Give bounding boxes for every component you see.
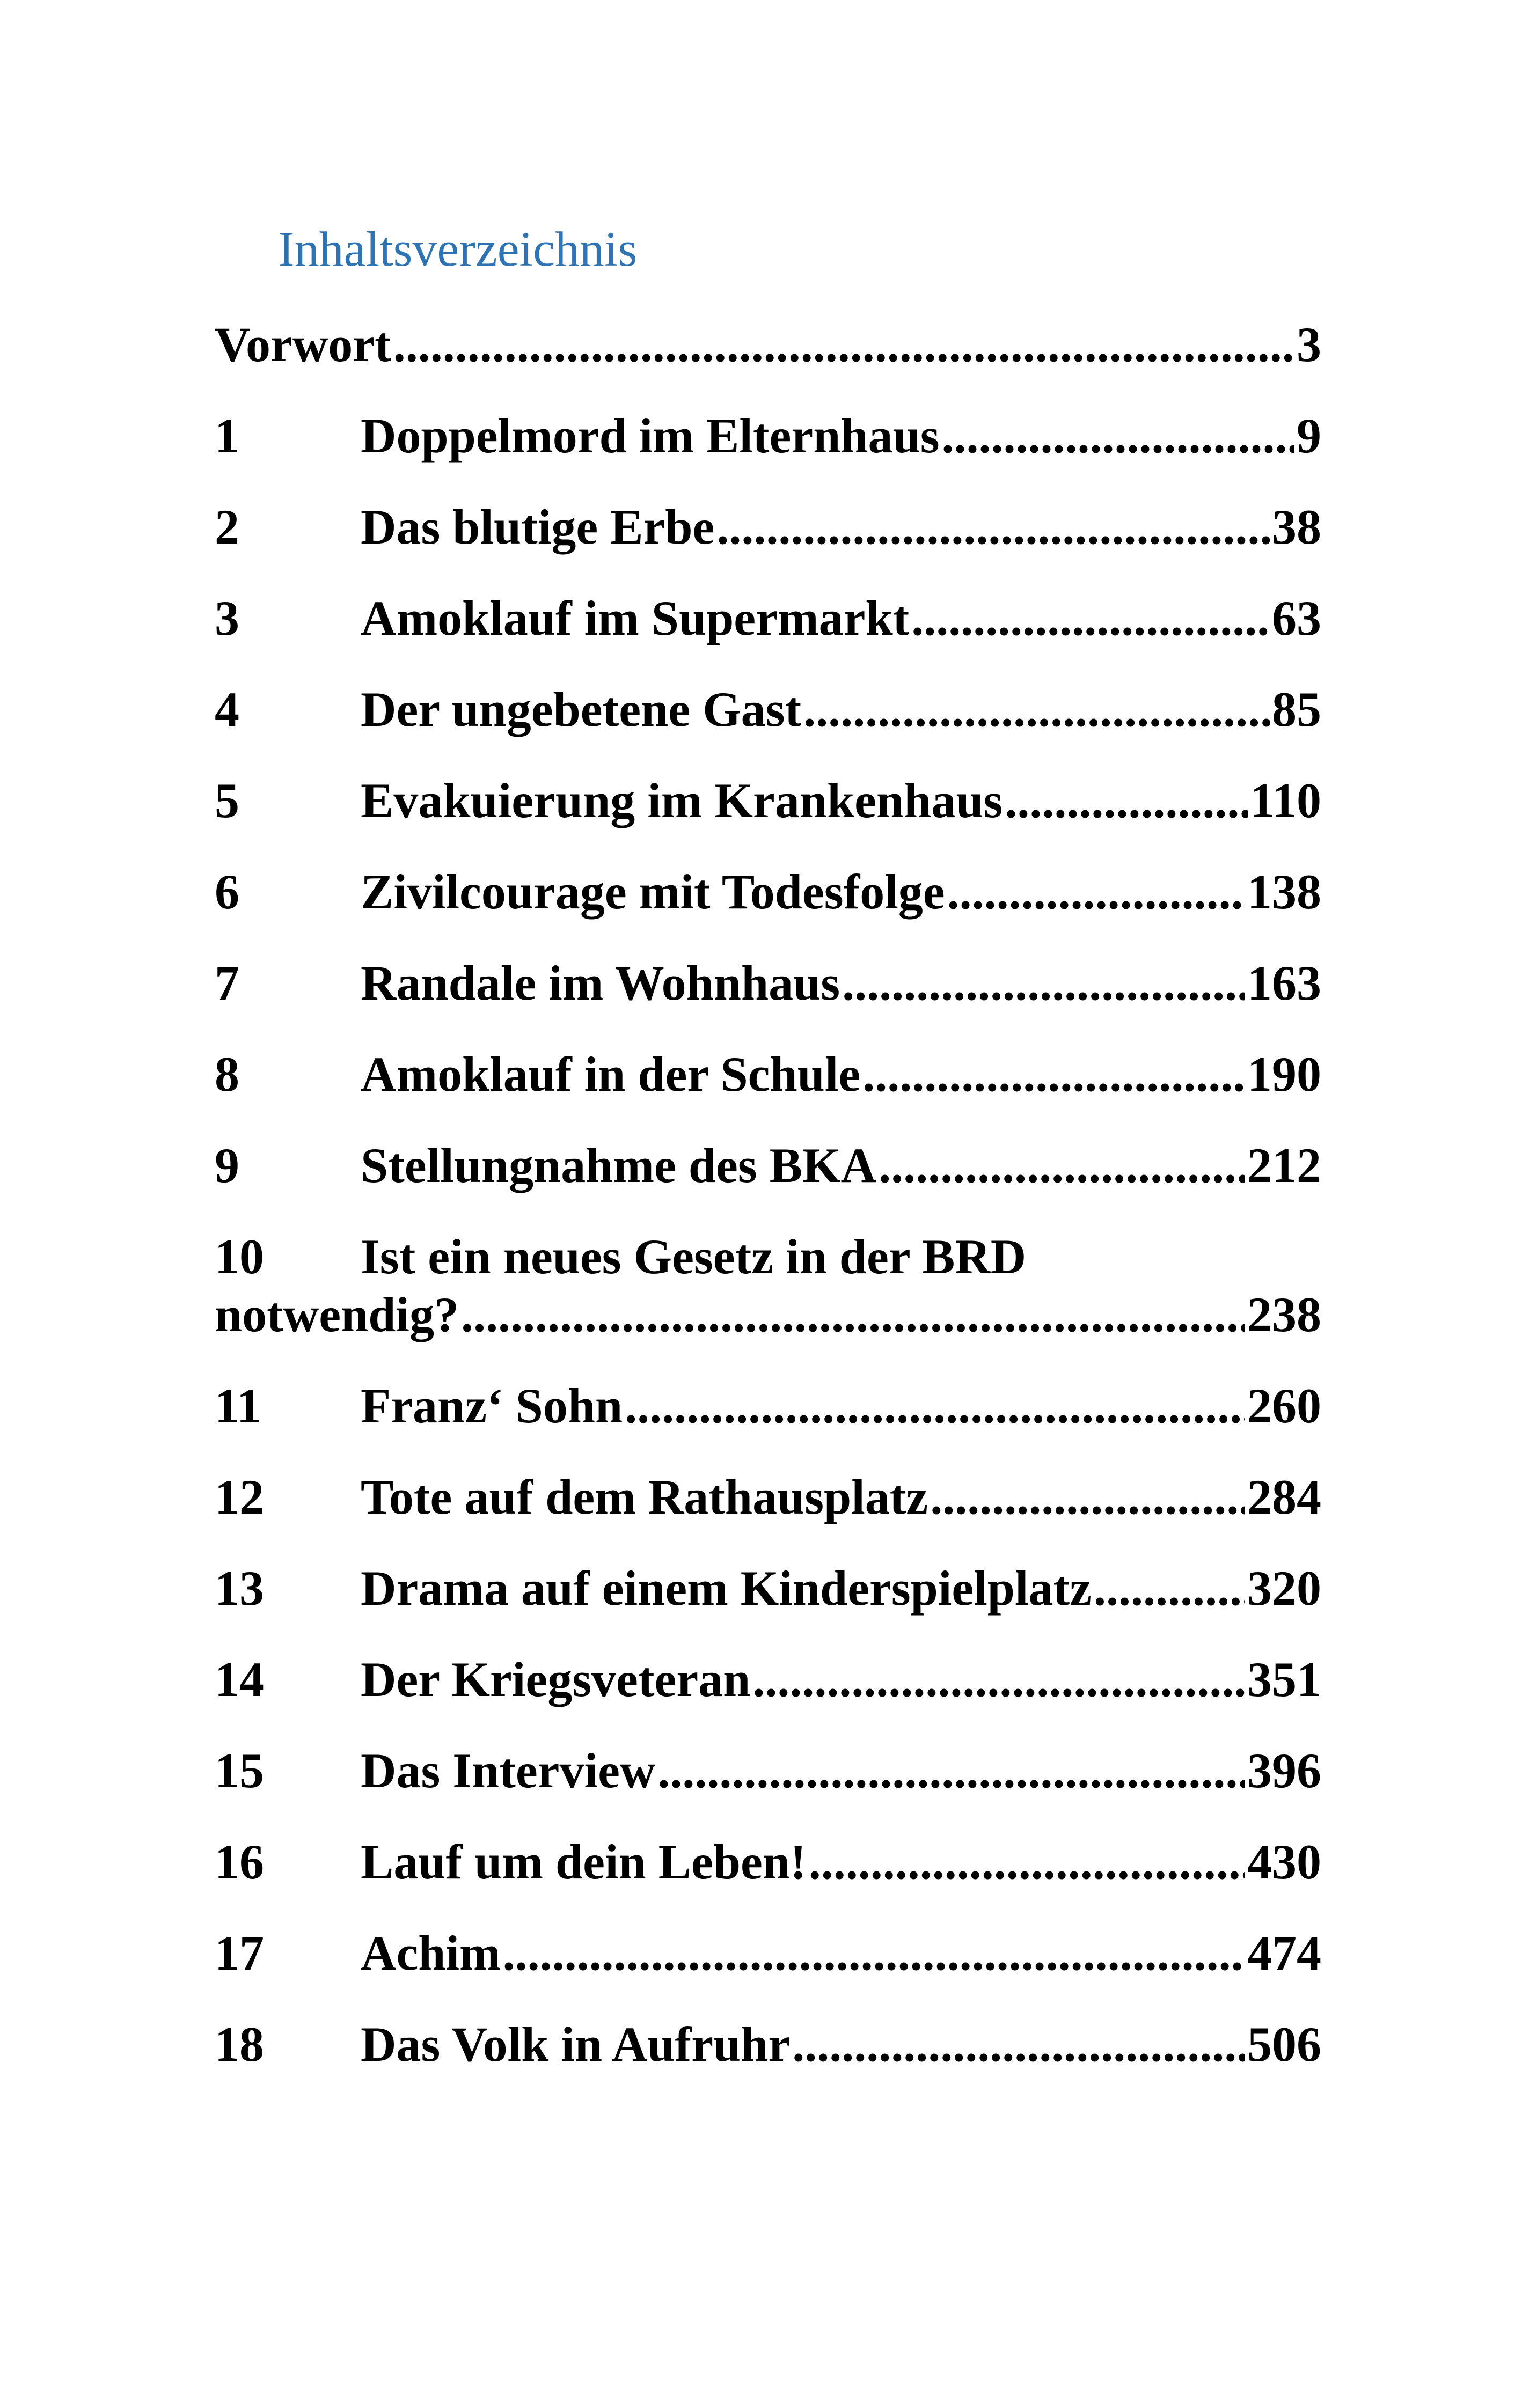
toc-heading: Inhaltsverzeichnis [278, 222, 638, 276]
toc-entry-number: 16 [215, 1834, 264, 1889]
toc-entry-page: 430 [1247, 1834, 1321, 1889]
toc-entry-number: 13 [215, 1561, 264, 1616]
toc-entry[interactable] [215, 502, 1321, 593]
toc-entry-title: Tote auf dem Rathausplatz [361, 1470, 928, 1524]
toc-dot-leader [842, 958, 1245, 1008]
toc-entry-page: 163 [1247, 956, 1321, 1010]
toc-entry[interactable] [215, 1472, 1321, 1563]
toc-entry-page: 320 [1247, 1561, 1321, 1616]
toc-entry-title: Achim [361, 1926, 501, 1980]
toc-entry-number: 3 [215, 591, 239, 645]
toc-entry-page: 85 [1272, 682, 1321, 737]
toc-entry-wrapped-first-line[interactable] [215, 1229, 1321, 1290]
toc-entry-number: 14 [215, 1652, 264, 1707]
toc-entry-page: 396 [1247, 1743, 1321, 1798]
toc-entry-number: 2 [215, 500, 239, 554]
toc-dot-leader [862, 1049, 1245, 1099]
toc-entry-title: Lauf um dein Leben! [361, 1834, 807, 1889]
toc-entry-title-continuation: notwendig? [215, 1287, 459, 1342]
toc-entry[interactable] [215, 1378, 1321, 1472]
toc-entry-number: 8 [215, 1047, 239, 1102]
toc-dot-leader [809, 1837, 1245, 1886]
toc-list [215, 317, 1321, 2111]
toc-entry[interactable] [215, 864, 1321, 958]
toc-entry-title: Randale im Wohnhaus [361, 956, 840, 1010]
toc-entry-title: Das Volk in Aufruhr [361, 2017, 791, 2072]
toc-entry-title: Amoklauf in der Schule [361, 1047, 861, 1102]
toc-dot-leader [911, 593, 1270, 643]
toc-entry-page: 3 [1297, 317, 1321, 372]
toc-entry-title: Amoklauf im Supermarkt [361, 591, 910, 645]
toc-entry[interactable] [215, 1928, 1321, 2020]
toc-entry-title: Das blutige Erbe [361, 500, 715, 554]
toc-entry-number: 12 [215, 1470, 264, 1524]
toc-entry-title: Stellungnahme des BKA [361, 1138, 877, 1193]
toc-entry-number: 7 [215, 956, 239, 1010]
toc-entry-number: 15 [215, 1743, 264, 1798]
toc-dot-leader [461, 1290, 1245, 1339]
toc-dot-leader [930, 1472, 1245, 1522]
toc-dot-leader [1005, 776, 1248, 825]
toc-entry-page: 238 [1247, 1287, 1321, 1342]
toc-entry[interactable] [215, 2017, 1321, 2111]
toc-dot-leader [803, 685, 1270, 734]
toc-dot-leader [879, 1141, 1245, 1190]
toc-dot-leader [503, 1928, 1245, 1978]
toc-entry-title: Das Interview [361, 1743, 656, 1798]
toc-entry-number: 11 [215, 1378, 261, 1433]
toc-entry-number: 5 [215, 773, 239, 828]
toc-entry-page: 212 [1247, 1138, 1321, 1193]
toc-dot-leader [625, 1381, 1245, 1430]
toc-entry[interactable] [215, 1563, 1321, 1655]
toc-entry[interactable] [215, 958, 1321, 1049]
toc-dot-leader [1094, 1563, 1245, 1613]
toc-entry-foreword[interactable] [215, 317, 1321, 411]
toc-entry-page: 190 [1247, 1047, 1321, 1102]
toc-entry[interactable] [215, 408, 1321, 502]
toc-entry-page: 506 [1247, 2017, 1321, 2072]
toc-entry-title: Franz‘ Sohn [361, 1378, 623, 1433]
toc-entry[interactable] [215, 593, 1321, 685]
toc-entry-number: 17 [215, 1926, 264, 1980]
toc-entry-title: Der ungebetene Gast [361, 682, 802, 737]
toc-dot-leader [942, 411, 1294, 460]
toc-entry-page: 9 [1297, 408, 1321, 463]
toc-entry[interactable] [215, 1049, 1321, 1141]
toc-entry-page: 351 [1247, 1652, 1321, 1707]
toc-entry-page: 138 [1247, 864, 1321, 919]
toc-entry-page: 474 [1247, 1926, 1321, 1980]
toc-entry[interactable] [215, 1138, 1321, 1232]
toc-entry-page: 38 [1272, 500, 1321, 554]
toc-entry-number: 4 [215, 682, 239, 737]
toc-dot-leader [792, 2020, 1245, 2069]
toc-entry[interactable] [215, 1834, 1321, 1928]
toc-entry-page: 260 [1247, 1378, 1321, 1433]
toc-dot-leader [947, 867, 1245, 916]
toc-entry[interactable] [215, 1743, 1321, 1837]
toc-entry-number: 10 [215, 1229, 264, 1284]
toc-entry-title: Zivilcourage mit Todesfolge [361, 864, 945, 919]
toc-entry-page: 284 [1247, 1470, 1321, 1524]
toc-entry-wrapped-second-line[interactable] [215, 1287, 1321, 1381]
toc-entry-number: 9 [215, 1138, 239, 1193]
toc-entry[interactable] [215, 1652, 1321, 1746]
toc-entry-number: 18 [215, 2017, 264, 2072]
toc-entry-title: Der Kriegsveteran [361, 1652, 751, 1707]
toc-dot-leader [657, 1746, 1245, 1795]
toc-entry-page: 110 [1250, 773, 1321, 828]
toc-entry-title: Ist ein neues Gesetz in der BRD [361, 1229, 1027, 1284]
toc-entry-title: Doppelmord im Elternhaus [361, 408, 940, 463]
toc-dot-leader [752, 1655, 1245, 1704]
toc-entry-title: Evakuierung im Krankenhaus [361, 773, 1003, 828]
toc-entry[interactable] [215, 773, 1321, 867]
toc-entry-page: 63 [1272, 591, 1321, 645]
toc-entry-title: Vorwort [215, 317, 391, 372]
toc-entry-number: 1 [215, 408, 239, 463]
toc-dot-leader [393, 320, 1294, 369]
toc-entry[interactable] [215, 682, 1321, 776]
toc-dot-leader [716, 502, 1270, 552]
toc-entry-title: Drama auf einem Kinderspielplatz [361, 1561, 1092, 1616]
toc-entry-number: 6 [215, 864, 239, 919]
